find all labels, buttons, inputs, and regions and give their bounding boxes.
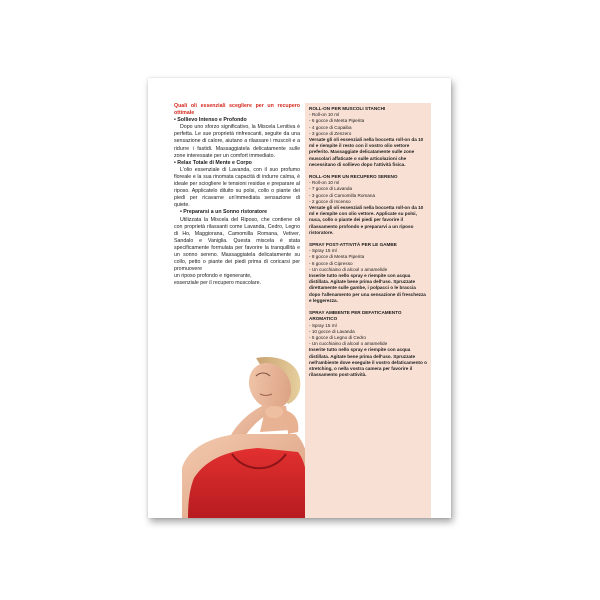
recipe-box-3 <box>309 242 427 304</box>
article-column <box>174 103 300 287</box>
woman-stretching-photo <box>148 350 308 518</box>
recipe-title-3: SPRAY POST-ATTIVITÀ PER LE GAMBE <box>309 242 397 248</box>
recipe-item: - Roll-on 10 ml <box>309 112 340 118</box>
recipe-item: - 10 gocce di Lavanda <box>309 328 355 334</box>
section-body-1: Dopo uno sforzo significativo, la Miscela Lenitiva è perfetta. Le sue proprietà rinfrescanti, seguite da una sensazione di calore, aiutano a rilassare i muscoli e a ridurre i fastidi. Massaggiatela delicatamente sulle zone interessate per un comfort immediato. <box>174 124 300 159</box>
recipe-box-2 <box>309 174 427 236</box>
recipe-item: - Spray 15 ml <box>309 248 337 254</box>
section-body-3a: Utilizzata la Miscela del Riposo, che contiene oli con proprietà rilassanti come Lavanda, Cedro, Legno di Ho, Maggiorana, Camomilla Romana, Vetiver, Sandalo e Vaniglia. Questa miscela è stata specificamente formulata per favorire la tranquillità e un sonno sereno. Massaggiatela delicatamente su collo, petto o piante dei piedi prima di coricarsi per promuovere <box>174 216 300 273</box>
article-heading: Quali oli essenziali scegliere per un recupero ottimale <box>174 103 300 117</box>
recipe-item: - 6 gocce di Cipresso <box>309 260 353 266</box>
recipe-item: - 4 gocce di Copaiba <box>309 124 352 130</box>
recipe-item: - Roll-on 10 ml <box>309 180 340 186</box>
recipe-item: - 2 gocce di Incenso <box>309 198 351 204</box>
recipe-title-2: ROLL-ON PER UN RECUPERO SERENO <box>309 174 398 180</box>
recipes-sidebar <box>305 103 431 518</box>
recipe-item: - Un cucchiaino di alcool o amamelide <box>309 266 388 272</box>
recipe-title-4: SPRAY AMBIENTE PER DEFATICAMENTO AROMATICO <box>309 310 402 322</box>
section-title-2: • Relax Totale di Mente e Corpo <box>174 159 252 166</box>
recipe-title-1: ROLL-ON PER MUSCOLI STANCHI <box>309 106 386 111</box>
recipe-item: - 3 gocce di Zenzero <box>309 130 352 136</box>
recipe-instructions-4: Inserite tutto nello spray e riempite con acqua distillata. Agitate bene prima dell'uso. Spruzzate nell'ambiente dove eseguite il vostro defaticamento o stretching, o nella vostra camera per favorire il rilassamento post-attività. <box>309 347 427 378</box>
recipe-item: - 7 gocce di Lavanda <box>309 186 353 192</box>
recipe-item: - 3 gocce di Camomilla Romana <box>309 192 376 198</box>
magazine-page <box>148 78 451 518</box>
section-body-3b: un riposo profondo e rigenerante, essenziale per il recupero muscolare. <box>174 273 261 287</box>
section-title-3: • Prepararsi a un Sonno ristoratore <box>180 209 268 216</box>
recipe-item: - 5 gocce di Legno di Cedro <box>309 334 367 340</box>
recipe-instructions-3: Inserite tutto nello spray e riempite con acqua distillata. Agitate bene prima dell'uso. Spruzzate direttamente sulle gambe, i polpacci o le braccia dopo l'allenamento per una sensazione di freschezza e leggerezza. <box>309 273 426 303</box>
recipe-item: - 8 gocce di Menta Piperita <box>309 254 365 260</box>
recipe-instructions-1: Versate gli oli essenziali nella boccetta roll-on da 10 ml e riempite il resto con il vostro olio vettore preferito. Massaggiate delicatamente sulle zone muscolari affaticate o sulle articolazioni che necessitano di sollievo dopo l'attività fisica. <box>309 137 424 167</box>
recipe-box-1 <box>309 106 427 168</box>
recipe-item: - 6 gocce di Menta Piperita <box>309 118 365 124</box>
recipe-item: - Un cucchiaino di alcool o amamelide <box>309 341 388 347</box>
recipe-box-4 <box>309 310 427 378</box>
recipe-instructions-2: Versate gli oli essenziali nella boccetta roll-on da 10 ml e riempite con olio vettore. Applicate su polsi, nuca, collo o piante dei piedi per favorire il rilassamento profondo e prepararvi a un riposo ristoratore. <box>309 205 424 235</box>
section-title-1: • Sollievo Intenso e Profondo <box>174 117 247 124</box>
section-body-2: L'olio essenziale di Lavanda, con il suo profumo floreale e la sua rinomata capacità di indurre calma, è ideale per sciogliere le tensioni residue e preparare al riposo. Applicatelo diluito su polsi, collo o piante dei piedi per ricavarne un'immediata sensazione di quiete. <box>174 166 300 209</box>
recipe-item: - Spray 15 ml <box>309 322 337 328</box>
